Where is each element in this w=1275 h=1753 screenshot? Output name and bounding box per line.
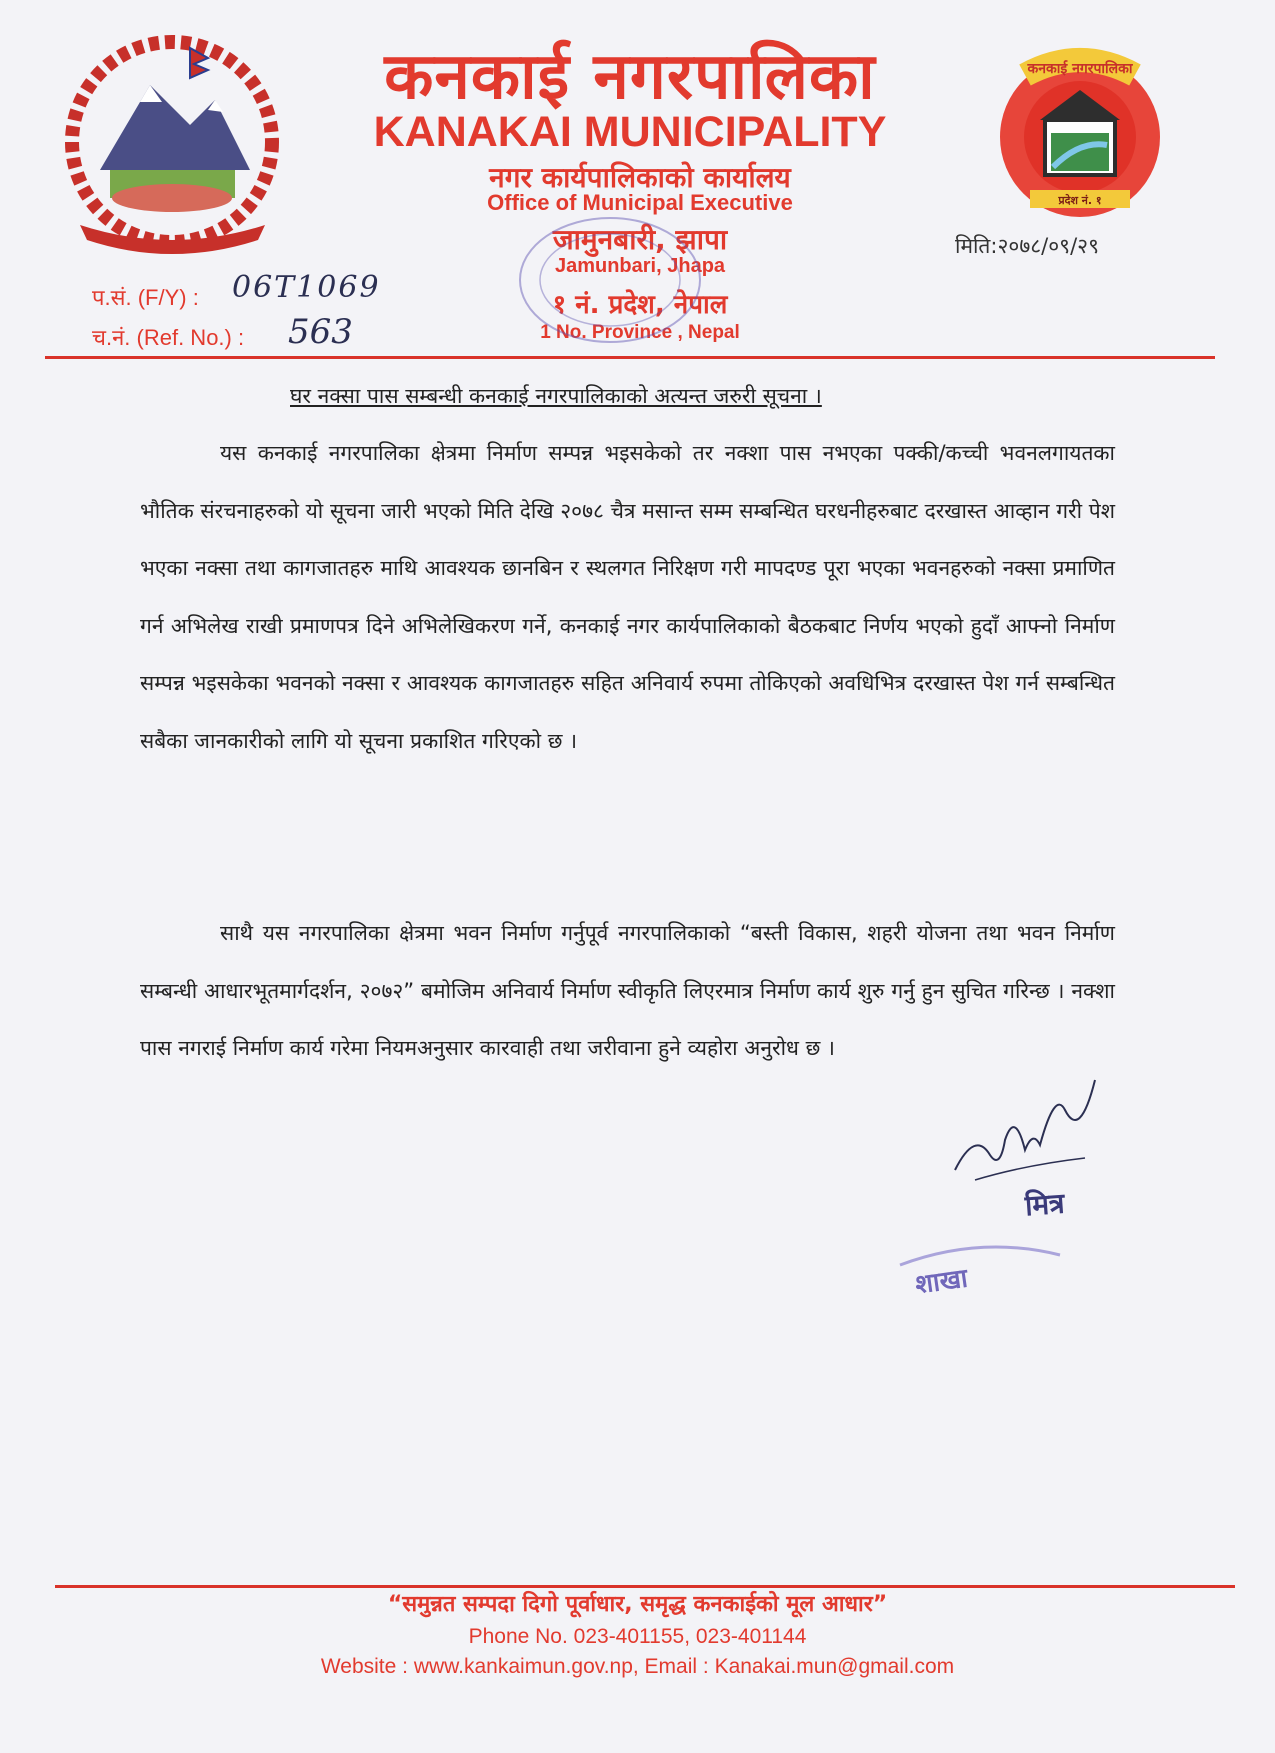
- municipality-title-en: KANAKAI MUNICIPALITY: [373, 108, 887, 156]
- nepal-emblem-icon: [40, 30, 305, 255]
- office-name-np: नगर कार्यपालिकाको कार्यालय: [489, 161, 791, 194]
- notice-paragraph-1: यस कनकाई नगरपालिका क्षेत्रमा निर्माण सम्पन्न भइसकेको तर नक्शा पास नभएका पक्की/कच्ची भवनलगायतका भौतिक संरचनाहरुको यो सूचना जारी भएको मिति देखि २०७८ चैत्र मसान्त सम्म सम्बन्धित घरधनीहरुबाट दरखास्त आव्हान गरी पेश भएका नक्सा तथा कागजातहरु माथि आवश्यक छानबिन र स्थलगत निरिक्षण गरी मापदण्ड पूरा भएका भवनहरुको नक्सा प्रमाणित गर्न अभिलेख राखी प्रमाणपत्र दिने अभिलेखिकरण गर्ने, कनकाई नगर कार्यपालिकाको बैठकबाट निर्णय भएको हुदाँ आफ्नो निर्माण सम्पन्न भइसकेका भवनको नक्सा र आवश्यक कागजातहरु सहित अनिवार्य रुपमा तोकिएको अवधिभित्र दरखास्त पेश गर्न सम्बन्धित सबैका जानकारीको लागि यो सूचना प्रकाशित गरिएको छ ।: [140, 441, 1115, 753]
- footer-contact: Website : www.kankaimun.gov.np, Email : Kanakai.mun@gmail.com: [320, 1655, 955, 1678]
- logo-ring-text: कनकाई नगरपालिका: [1027, 61, 1133, 77]
- province-np: १ नं. प्रदेश, नेपाल: [552, 290, 728, 320]
- notice-subject: घर नक्सा पास सम्बन्धी कनकाई नगरपालिकाको अत्यन्त जरुरी सूचना ।: [290, 384, 822, 408]
- office-stamp-icon: [505, 205, 715, 355]
- letter-date: मिति:२०७८/०९/२९: [955, 234, 1099, 258]
- section-stamp-text: शाखा: [913, 1263, 970, 1301]
- fiscal-year-value: 06T1069: [232, 270, 381, 305]
- logo-bottom-text: प्रदेश नं. १: [1058, 194, 1102, 207]
- header-divider: [45, 356, 1215, 359]
- reference-number-label: च.नं. (Ref. No.) :: [92, 325, 245, 350]
- office-name-en: Office of Municipal Executive: [487, 190, 793, 215]
- notice-paragraph-2: साथै यस नगरपालिका क्षेत्रमा भवन निर्माण गर्नुपूर्व नगरपालिकाको “बस्ती विकास, शहरी योजना तथा भवन निर्माण सम्बन्धी आधारभूतमार्गदर्शन, २०७२” बमोजिम अनिवार्य निर्माण स्वीकृति लिएरमात्र निर्माण कार्य शुरु गर्नु हुन सुचित गरिन्छ । नक्शा पास नगराई निर्माण कार्य गरेमा नियमअनुसार कारवाही तथा जरीवाना हुने व्यहोरा अनुरोध छ ।: [140, 921, 1115, 1060]
- municipality-title-np: कनकाई नगरपालिका: [384, 40, 876, 114]
- signature-icon: [945, 1070, 1105, 1190]
- footer-slogan: “समुन्नत सम्पदा दिगो पूर्वाधार, समृद्ध कनकाईको मूल आधार”: [387, 1592, 888, 1617]
- footer-phone: Phone No. 023-401155, 023-401144: [468, 1625, 807, 1648]
- address-en: Jamunbari, Jhapa: [554, 255, 726, 277]
- province-en: 1 No. Province , Nepal: [540, 322, 740, 343]
- fiscal-year-label: प.सं. (F/Y) :: [92, 285, 199, 310]
- municipality-logo-icon: [985, 45, 1175, 220]
- reference-number-value: 563: [288, 312, 353, 352]
- address-np: जामुनबारी, झापा: [552, 223, 728, 256]
- signatory-name: मित्र: [1023, 1186, 1066, 1223]
